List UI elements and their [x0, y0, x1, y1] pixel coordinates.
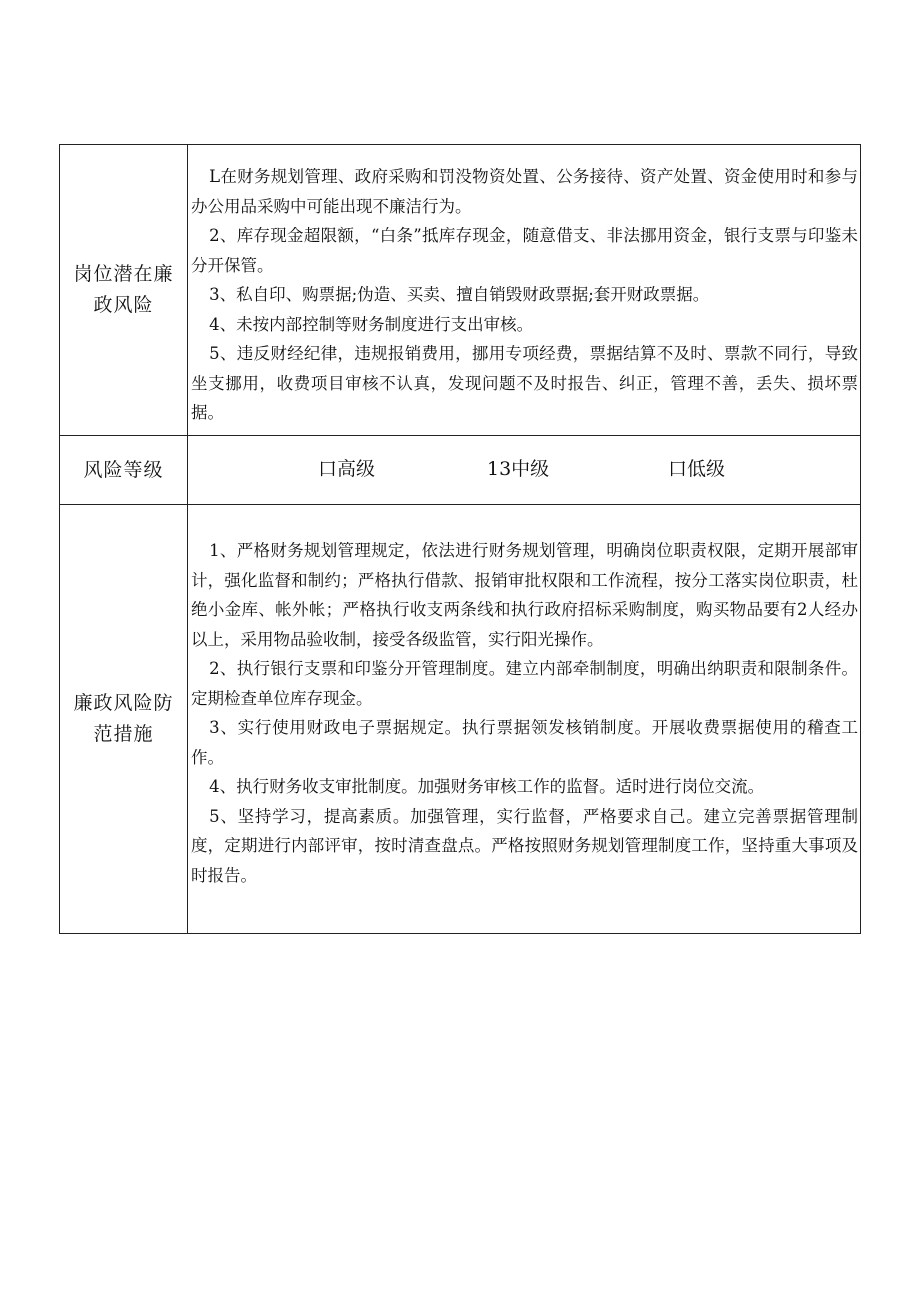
- level-option-high: 口高级: [318, 458, 376, 480]
- measures-row: [60, 505, 861, 934]
- measure-item: 2、执行银行支票和印鉴分开管理制度。建立内部牵制制度，明确出纳职责和限制条件。定期检查单位库存现金。: [191, 659, 858, 708]
- measure-item: 1、严格财务规划管理规定，依法进行财务规划管理，明确岗位职责权限，定期开展部审计，强化监督和制约；严格执行借款、报销审批权限和工作流程，按分工落实岗位职责，杜绝小金库、帐外帐；严格执行收支两条线和执行政府招标采购制度，购买物品要有2人经办以上，采用物品验收制，接受各级监管，实行阳光操作。: [191, 541, 858, 649]
- level-row: [60, 436, 861, 505]
- measures-label-cell: [60, 505, 188, 934]
- risk-item: 4、未按内部控制等财务制度进行支出审核。: [209, 314, 534, 334]
- risk-content-cell: [188, 145, 861, 436]
- risk-item: 5、违反财经纪律，违规报销费用，挪用专项经费，票据结算不及时、票款不同行，导致坐支挪用，收费项目审核不认真，发现问题不及时报告、纠正，管理不善，丢失、损坏票据。: [191, 344, 858, 423]
- risk-label: 岗位潜在廉政风险: [73, 263, 174, 316]
- measure-item: 5、坚持学习，提高素质。加强管理，实行监督，严格要求自己。建立完善票据管理制度，定期进行内部评审，按时清查盘点。严格按照财务规划管理制度工作，坚持重大事项及时报告。: [191, 806, 858, 885]
- measures-content-cell: [188, 505, 861, 934]
- level-option-low: 口低级: [668, 458, 726, 480]
- risk-row: [60, 145, 861, 436]
- measures-label: 廉政风险防范措施: [73, 692, 174, 745]
- level-option-mid: 13中级: [487, 458, 550, 480]
- measure-item: 3、实行使用财政电子票据规定。执行票据领发核销制度。开展收费票据使用的稽查工作。: [191, 718, 858, 767]
- risk-item: 2、库存现金超限额，“白条”抵库存现金，随意借支、非法挪用资金，银行支票与印鉴未分开保管。: [191, 226, 858, 275]
- risk-item: L在财务规划管理、政府采购和罚没物资处置、公务接待、资产处置、资金使用时和参与办公用品采购中可能出现不廉洁行为。: [191, 167, 858, 216]
- risk-table: [59, 144, 861, 934]
- measure-item: 4、执行财务收支审批制度。加强财务审核工作的监督。适时进行岗位交流。: [209, 777, 765, 796]
- level-label-cell: [60, 436, 188, 505]
- risk-item: 3、私自印、购票据;伪造、买卖、擅自销毁财政票据;套开财政票据。: [209, 285, 710, 305]
- level-label: 风险等级: [83, 458, 164, 481]
- risk-label-cell: [60, 145, 188, 436]
- level-options-cell: [188, 436, 861, 505]
